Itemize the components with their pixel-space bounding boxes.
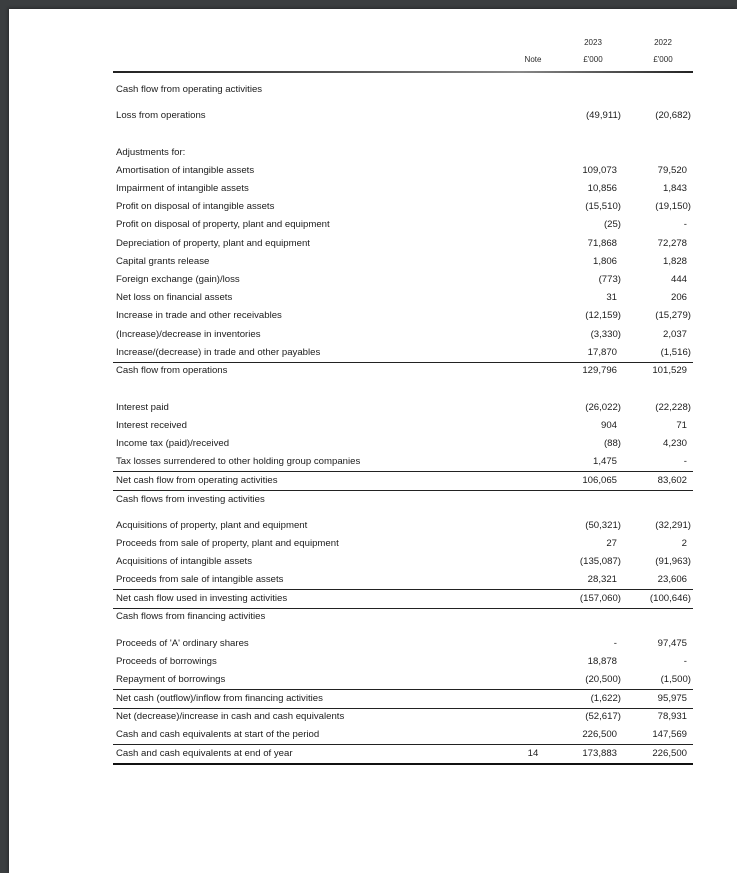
table-row — [113, 418, 693, 436]
row-label: Proceeds of 'A' ordinary shares — [116, 638, 249, 649]
value-2023: 31 — [606, 292, 617, 303]
value-2023: (26,022) — [585, 402, 621, 413]
table-row — [113, 199, 693, 217]
table-row — [113, 727, 693, 745]
table-row — [113, 108, 693, 126]
value-2023: 109,073 — [582, 165, 617, 176]
table-row — [113, 290, 693, 308]
value-2022: 78,931 — [657, 711, 687, 722]
value-2022: - — [683, 219, 687, 230]
value-2023: 129,796 — [582, 365, 617, 376]
row-label: Cash flows from financing activities — [116, 611, 266, 622]
table-row — [113, 327, 693, 345]
total-double-rule — [113, 763, 693, 765]
value-2022: 71 — [676, 420, 687, 431]
value-2023: 1,475 — [592, 456, 617, 467]
row-label: Proceeds from sale of intangible assets — [116, 574, 284, 585]
row-label: Net cash flow used in investing activities — [116, 593, 288, 604]
subtotal-rule — [113, 689, 693, 690]
value-2022: (32,291) — [655, 520, 691, 531]
value-2022: 2 — [681, 538, 687, 549]
value-2022: 23,606 — [657, 574, 687, 585]
table-row — [113, 82, 693, 100]
row-label: Acquisitions of property, plant and equipment — [116, 520, 308, 531]
value-2022: (91,963) — [655, 556, 691, 567]
table-row — [113, 609, 693, 627]
value-2022: 97,475 — [657, 638, 687, 649]
value-2022: - — [683, 656, 687, 667]
table-row — [113, 636, 693, 654]
year-header-2023: 2023 — [584, 38, 602, 47]
row-label: Net (decrease)/increase in cash and cash equivalents — [116, 711, 345, 722]
row-label: Proceeds of borrowings — [116, 656, 217, 667]
row-label: Interest received — [116, 420, 187, 431]
table-row — [113, 473, 693, 491]
row-label: Capital grants release — [116, 256, 210, 267]
value-2023: 226,500 — [582, 729, 617, 740]
table-row — [113, 436, 693, 454]
value-2022: (100,646) — [649, 593, 691, 604]
value-2023: 18,878 — [587, 656, 617, 667]
table-row — [113, 746, 693, 764]
value-2022: 72,278 — [657, 238, 687, 249]
unit-header-2022: £'000 — [653, 55, 673, 64]
table-row — [113, 654, 693, 672]
row-label: Loss from operations — [116, 110, 206, 121]
value-2022: 1,843 — [662, 183, 687, 194]
row-label: Cash and cash equivalents at end of year — [116, 748, 293, 759]
value-2022: 101,529 — [652, 365, 687, 376]
table-row — [113, 254, 693, 272]
value-2023: (52,617) — [585, 711, 621, 722]
value-2023: (135,087) — [579, 556, 621, 567]
table-row — [113, 308, 693, 326]
row-label: Net cash flow from operating activities — [116, 475, 278, 486]
value-2023: (49,911) — [585, 110, 621, 121]
value-2022: (20,682) — [655, 110, 691, 121]
table-row — [113, 345, 693, 363]
table-row — [113, 709, 693, 727]
table-row — [113, 536, 693, 554]
value-2022: 83,602 — [657, 475, 687, 486]
value-2023: 71,868 — [587, 238, 617, 249]
table-row — [113, 454, 693, 472]
value-2023: (1,622) — [590, 693, 621, 704]
value-2022: 2,037 — [662, 329, 687, 340]
value-2022: (1,500) — [660, 674, 691, 685]
value-2023: (50,321) — [585, 520, 621, 531]
value-2023: - — [613, 638, 617, 649]
value-2023: (3,330) — [590, 329, 621, 340]
unit-header-2023: £'000 — [583, 55, 603, 64]
row-label: Repayment of borrowings — [116, 674, 226, 685]
value-2022: (19,150) — [655, 201, 691, 212]
value-2023: 1,806 — [592, 256, 617, 267]
note-header: Note — [524, 55, 542, 64]
row-label: Proceeds from sale of property, plant and equipment — [116, 538, 339, 549]
value-2023: 173,883 — [582, 748, 617, 759]
table-row — [113, 272, 693, 290]
table-row — [113, 181, 693, 199]
row-note: 14 — [527, 748, 539, 759]
row-label: Cash flow from operating activities — [116, 84, 263, 95]
subtotal-rule — [113, 744, 693, 745]
row-label: Cash flows from investing activities — [116, 494, 265, 505]
subtotal-rule — [113, 471, 693, 472]
value-2023: (12,159) — [585, 310, 621, 321]
table-row — [113, 591, 693, 609]
value-2022: 1,828 — [662, 256, 687, 267]
table-row — [113, 400, 693, 418]
subtotal-rule — [113, 589, 693, 590]
value-2022: 147,569 — [652, 729, 687, 740]
year-header-2022: 2022 — [654, 38, 672, 47]
table-row — [113, 492, 693, 510]
table-row — [113, 363, 693, 381]
value-2023: 17,870 — [587, 347, 617, 358]
row-label: Increase/(decrease) in trade and other payables — [116, 347, 321, 358]
subtotal-rule — [113, 490, 693, 491]
value-2023: 28,321 — [587, 574, 617, 585]
value-2022: 226,500 — [652, 748, 687, 759]
value-2023: 27 — [606, 538, 617, 549]
value-2023: 10,856 — [587, 183, 617, 194]
row-label: Adjustments for: — [116, 147, 186, 158]
row-label: Depreciation of property, plant and equipment — [116, 238, 310, 249]
value-2023: (15,510) — [585, 201, 621, 212]
row-label: Cash flow from operations — [116, 365, 228, 376]
value-2022: 95,975 — [657, 693, 687, 704]
table-row — [113, 163, 693, 181]
table-row — [113, 554, 693, 572]
row-label: Tax losses surrendered to other holding group companies — [116, 456, 361, 467]
row-label: Acquisitions of intangible assets — [116, 556, 252, 567]
table-row — [113, 691, 693, 709]
value-2022: 444 — [670, 274, 687, 285]
value-2023: (88) — [603, 438, 621, 449]
value-2022: 79,520 — [657, 165, 687, 176]
value-2023: 106,065 — [582, 475, 617, 486]
table-row — [113, 217, 693, 235]
row-label: (Increase)/decrease in inventories — [116, 329, 261, 340]
row-label: Net loss on financial assets — [116, 292, 233, 303]
row-label: Cash and cash equivalents at start of the period — [116, 729, 320, 740]
row-label: Increase in trade and other receivables — [116, 310, 282, 321]
value-2022: - — [683, 456, 687, 467]
row-label: Foreign exchange (gain)/loss — [116, 274, 240, 285]
document-page — [9, 9, 737, 873]
table-row — [113, 236, 693, 254]
header-rule — [113, 71, 693, 73]
row-label: Impairment of intangible assets — [116, 183, 249, 194]
row-label: Profit on disposal of intangible assets — [116, 201, 275, 212]
value-2022: 4,230 — [662, 438, 687, 449]
value-2023: (20,500) — [585, 674, 621, 685]
value-2023: 904 — [600, 420, 617, 431]
table-row — [113, 145, 693, 163]
table-row — [113, 672, 693, 690]
value-2022: (1,516) — [660, 347, 691, 358]
value-2022: 206 — [670, 292, 687, 303]
table-row — [113, 572, 693, 590]
row-label: Profit on disposal of property, plant and equipment — [116, 219, 330, 230]
table-row — [113, 518, 693, 536]
value-2023: (157,060) — [579, 593, 621, 604]
row-label: Income tax (paid)/received — [116, 438, 230, 449]
value-2023: (773) — [598, 274, 621, 285]
row-label: Interest paid — [116, 402, 169, 413]
row-label: Amortisation of intangible assets — [116, 165, 255, 176]
value-2022: (22,228) — [655, 402, 691, 413]
row-label: Net cash (outflow)/inflow from financing activities — [116, 693, 323, 704]
value-2023: (25) — [603, 219, 621, 230]
value-2022: (15,279) — [655, 310, 691, 321]
